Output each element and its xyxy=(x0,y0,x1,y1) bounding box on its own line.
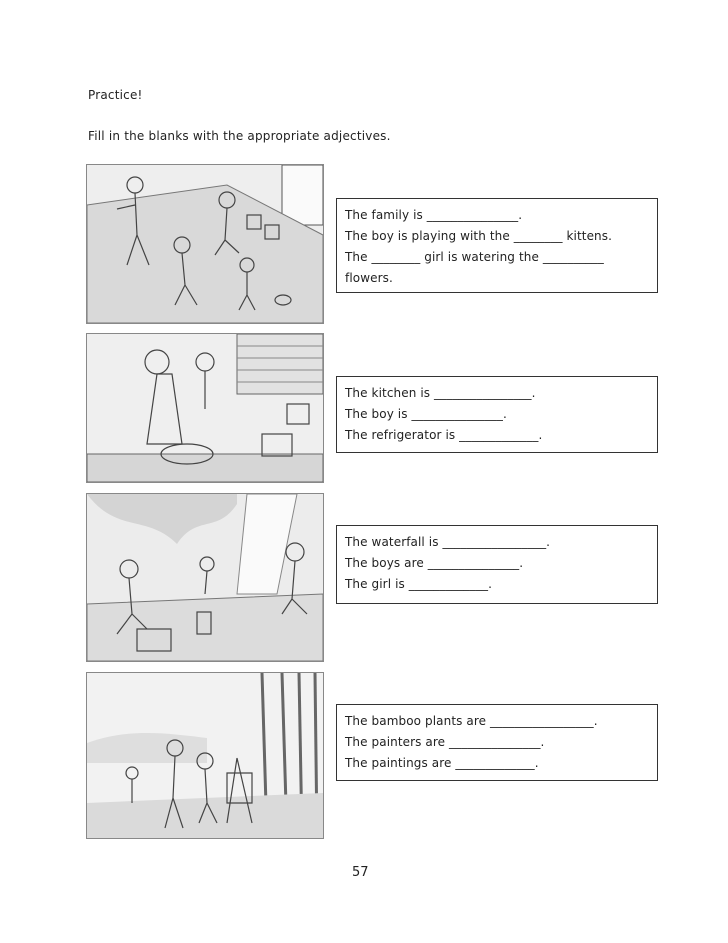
exercise-2-line-2: The boy is _______________. xyxy=(345,407,507,421)
exercise-3-box xyxy=(336,525,658,604)
exercise-2-box xyxy=(336,376,658,453)
page-title: Practice! xyxy=(88,88,143,102)
exercise-1-line-1: The family is _______________. xyxy=(345,208,523,222)
exercise-3-line-1: The waterfall is _________________. xyxy=(345,535,551,549)
exercise-4-line-3: The paintings are _____________. xyxy=(345,756,539,770)
instruction-text: Fill in the blanks with the appropriate adjectives. xyxy=(88,129,391,143)
exercise-2-line-1: The kitchen is ________________. xyxy=(345,386,536,400)
exercise-1-line-4: flowers. xyxy=(345,271,393,285)
exercise-4-line-2: The painters are _______________. xyxy=(345,735,545,749)
waterfall-picnic-illustration xyxy=(86,493,324,662)
kitchen-illustration xyxy=(86,333,324,483)
exercise-1-line-2: The boy is playing with the ________ kittens. xyxy=(345,229,613,243)
exercise-4-box xyxy=(336,704,658,781)
bamboo-painters-illustration xyxy=(86,672,324,839)
exercise-3-line-2: The boys are _______________. xyxy=(345,556,524,570)
exercise-2-line-3: The refrigerator is _____________. xyxy=(345,428,543,442)
exercise-3-line-3: The girl is _____________. xyxy=(345,577,492,591)
exercise-4-line-1: The bamboo plants are _________________. xyxy=(345,714,598,728)
exercise-1-box xyxy=(336,198,658,293)
exercise-1-line-3: The ________ girl is watering the __________ xyxy=(345,250,604,264)
family-garden-illustration xyxy=(86,164,324,324)
page-number: 57 xyxy=(352,865,369,880)
